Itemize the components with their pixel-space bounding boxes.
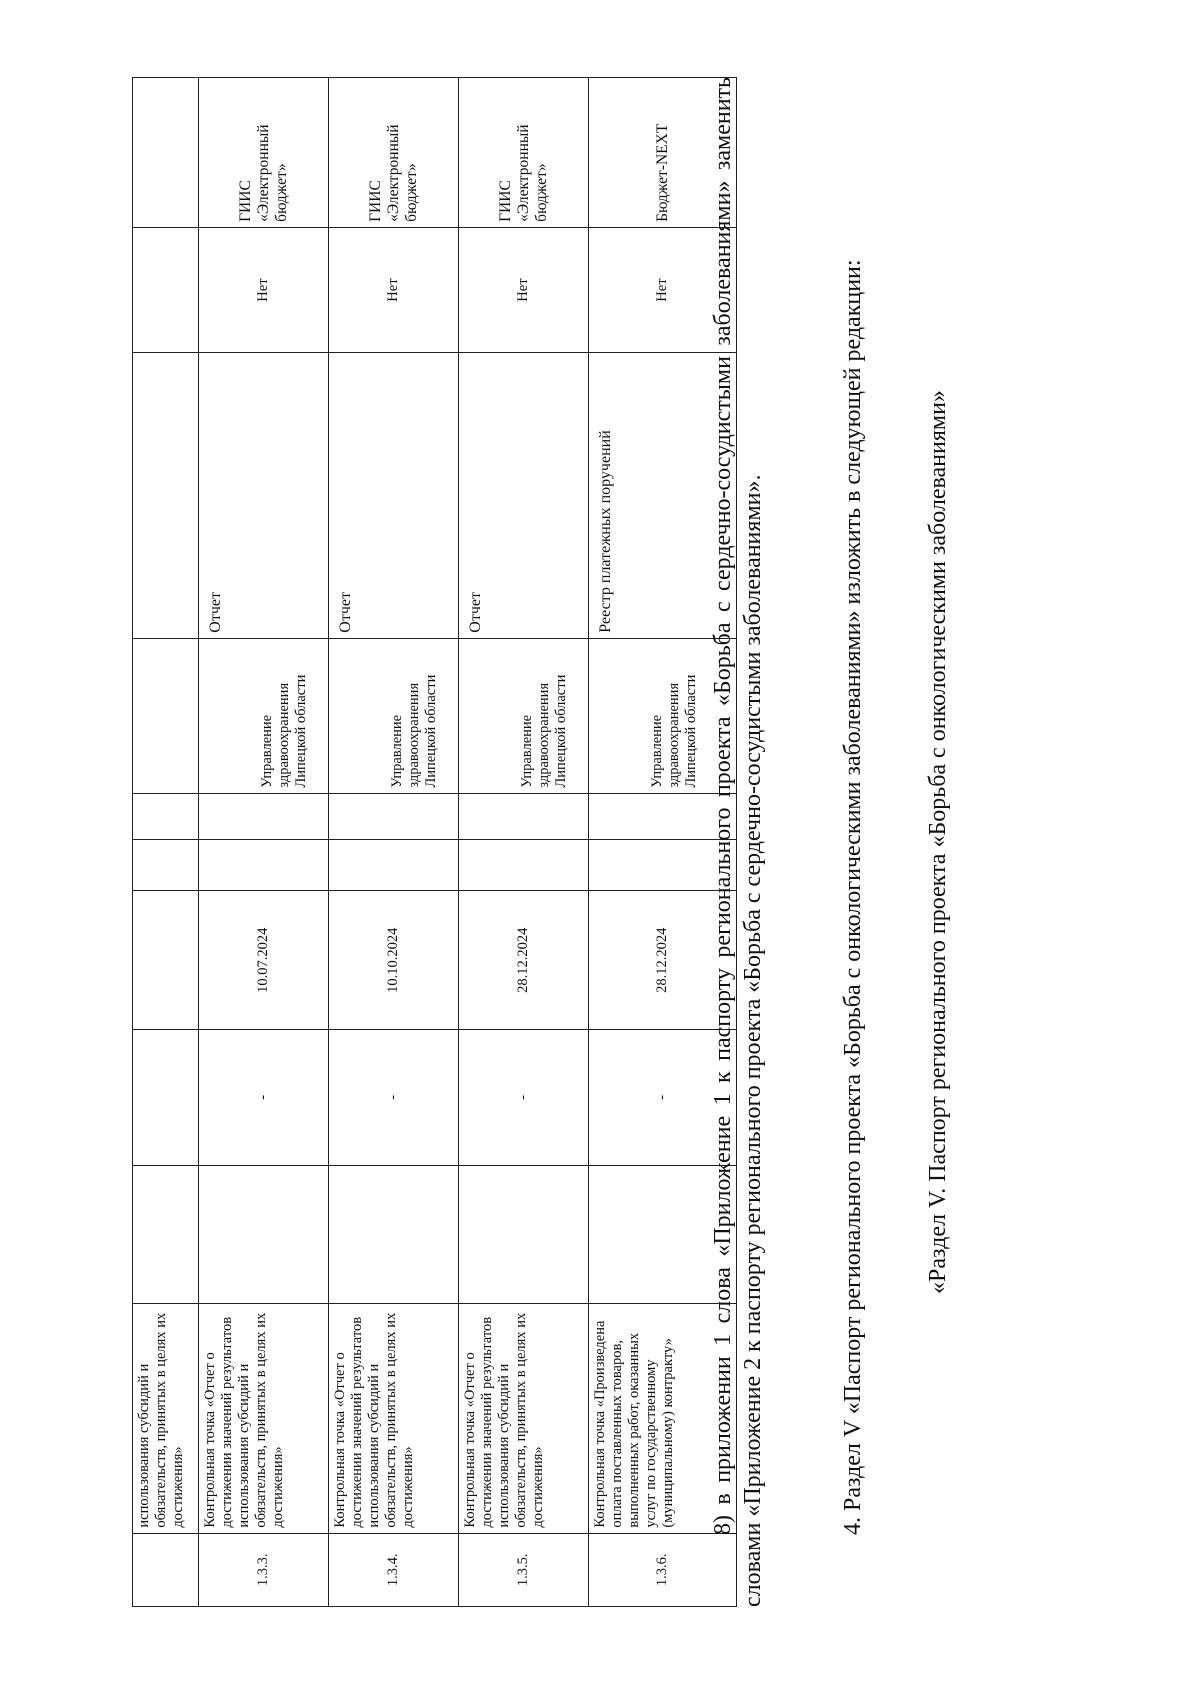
- empty-cell-cell: [199, 840, 329, 891]
- responsible-cell: Управление здравоохранения Липецкой области: [589, 638, 737, 793]
- base-value-cell: [329, 1165, 459, 1304]
- control-point-name-cell: Контрольная точка «Произведена оплата поставленных товаров, выполненных работ, оказанных услуг по государственному (муниципальному) контракту»: [589, 1304, 737, 1533]
- start-date-cell: -: [199, 1030, 329, 1166]
- start-date-cell: [133, 1030, 199, 1166]
- section-title: «Раздел V. Паспорт регионального проекта «Борьба с онкологическими заболеваниями»: [925, 390, 951, 1294]
- empty-cell-cell: [133, 840, 199, 891]
- document-type-cell: Реестр платежных поручений: [589, 353, 737, 638]
- document-type-cell: Отчет: [199, 353, 329, 638]
- empty-cell-cell: [329, 793, 459, 840]
- start-date-cell: -: [459, 1030, 589, 1166]
- control-point-name-cell: Контрольная точка «Отчет о достижении значений результатов использования субсидий и обязательств, принятых в целях их достижения»: [199, 1304, 329, 1533]
- document-type-cell: Отчет: [459, 353, 589, 638]
- row-number-cell: [133, 1533, 199, 1606]
- information-system-cell: ГИИС «Электронный бюджет»: [329, 78, 459, 228]
- empty-cell-cell: [133, 793, 199, 840]
- responsible-cell: Управление здравоохранения Липецкой области: [459, 638, 589, 793]
- empty-cell-cell: [329, 840, 459, 891]
- information-system-cell: Бюджет-NEXT: [589, 78, 737, 228]
- responsible-cell: [133, 638, 199, 793]
- table-body: [133, 78, 737, 1607]
- control-point-name-cell: использования субсидий и обязательств, принятых в целях их достижения»: [133, 1304, 199, 1533]
- start-date-cell: -: [329, 1030, 459, 1166]
- amendment-paragraph-4: 4. Раздел V «Паспорт регионального проекта «Борьба с онкологическими заболеваниями» изложить в следующей редакции:: [840, 259, 866, 1535]
- flag-value-cell: Нет: [589, 227, 737, 352]
- amendment-paragraph-8: 8) в приложении 1 слова «Приложение 1 к паспорту регионального проекта «Борьба с сердечно-сосудистыми заболеваниями» заменить словами «Приложение 2 к паспорту регионального проекта «Борьба с сердечно-сосудистыми заболеваниями».: [710, 77, 766, 1607]
- flag-value-cell: [133, 227, 199, 352]
- row-number-cell: 1.3.6.: [589, 1533, 737, 1606]
- row-number-cell: 1.3.4.: [329, 1533, 459, 1606]
- table-row: [199, 78, 329, 1607]
- row-number-cell: 1.3.3.: [199, 1533, 329, 1606]
- control-point-name-cell: Контрольная точка «Отчет о достижении значений результатов использования субсидий и обязательств, принятых в целях их достижения»: [459, 1304, 589, 1533]
- end-date-cell: 10.10.2024: [329, 891, 459, 1030]
- row-number-cell: 1.3.5.: [459, 1533, 589, 1606]
- base-value-cell: [459, 1165, 589, 1304]
- flag-value-cell: Нет: [329, 227, 459, 352]
- start-date-cell: -: [589, 1030, 737, 1166]
- end-date-cell: [133, 891, 199, 1030]
- information-system-cell: [133, 78, 199, 228]
- empty-cell-cell: [199, 793, 329, 840]
- flag-value-cell: Нет: [459, 227, 589, 352]
- base-value-cell: [133, 1165, 199, 1304]
- information-system-cell: ГИИС «Электронный бюджет»: [199, 78, 329, 228]
- empty-cell-cell: [459, 840, 589, 891]
- table-row: [329, 78, 459, 1607]
- end-date-cell: 28.12.2024: [589, 891, 737, 1030]
- table-row: [133, 78, 199, 1607]
- control-points-table: [132, 77, 737, 1607]
- document-type-cell: Отчет: [329, 353, 459, 638]
- end-date-cell: 28.12.2024: [459, 891, 589, 1030]
- information-system-cell: ГИИС «Электронный бюджет»: [459, 78, 589, 228]
- responsible-cell: Управление здравоохранения Липецкой области: [329, 638, 459, 793]
- empty-cell-cell: [459, 793, 589, 840]
- flag-value-cell: Нет: [199, 227, 329, 352]
- responsible-cell: Управление здравоохранения Липецкой области: [199, 638, 329, 793]
- table-row: [459, 78, 589, 1607]
- end-date-cell: 10.07.2024: [199, 891, 329, 1030]
- control-point-name-cell: Контрольная точка «Отчет о достижении значений результатов использования субсидий и обязательств, принятых в целях их достижения»: [329, 1304, 459, 1533]
- document-type-cell: [133, 353, 199, 638]
- base-value-cell: [199, 1165, 329, 1304]
